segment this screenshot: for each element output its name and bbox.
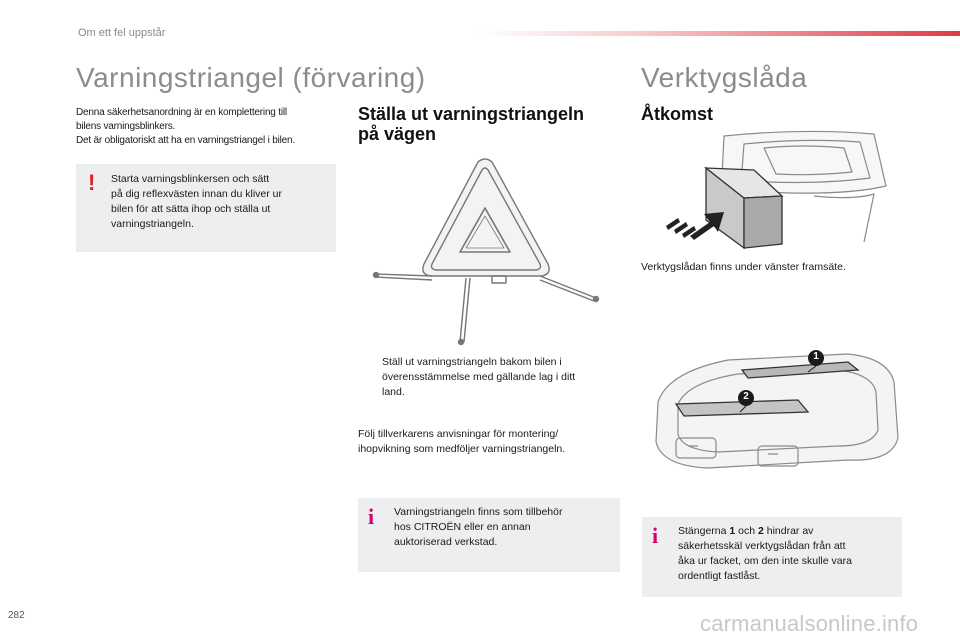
info-icon: i: [368, 504, 375, 529]
toolbox-bars-illustration: [648, 342, 904, 482]
step-line: land.: [382, 386, 405, 398]
heading-line: på vägen: [358, 124, 437, 144]
warning-line: varningstriangeln.: [111, 218, 194, 230]
step-line: Ställ ut varningstriangeln bakom bilen i: [382, 356, 562, 368]
section-title: Om ett fel uppstår: [78, 27, 166, 39]
seat-toolbox-illustration: [664, 126, 896, 258]
warning-triangle-illustration: [360, 152, 610, 348]
info-text: [394, 505, 614, 550]
warning-text: [111, 172, 331, 232]
intro-line: Denna säkerhetsanordning är en komplettering till: [76, 107, 287, 118]
info-line: ordentligt fastlåst.: [678, 570, 761, 582]
toolbox-caption: Verktygslådan finns under vänster framsäte.: [641, 261, 846, 273]
page-title: Varningstriangel (förvaring): [76, 62, 426, 93]
page-number: 282: [8, 610, 25, 621]
info-box-accessory: [358, 498, 620, 572]
info-box-bars: [642, 517, 902, 597]
watermark: carmanualsonline.info: [700, 611, 919, 636]
warning-line: bilen för att sätta ihop och ställa ut: [111, 203, 271, 215]
access-heading: Åtkomst: [641, 104, 714, 124]
info-line: Varningstriangeln finns som tillbehör: [394, 506, 563, 518]
warning-line: Starta varningsblinkersen och sätt: [111, 173, 270, 185]
intro-line: bilens varningsblinkers.: [76, 121, 176, 132]
info-text: [678, 524, 898, 584]
info-line: auktoriserad verkstad.: [394, 536, 498, 548]
section-heading-triangle: [358, 104, 584, 144]
toolbox-title: Verktygslåda: [641, 62, 808, 93]
info-line: hos CITROËN eller en annan: [394, 521, 531, 533]
warning-box: [76, 164, 336, 252]
manufacturer-note: [358, 427, 618, 457]
callout-2-label: 2: [743, 391, 749, 402]
header-accent-bar: [478, 31, 960, 36]
info-line: säkerhetsskäl verktygslådan från att: [678, 540, 846, 552]
heading-line: Ställa ut varningstriangeln: [358, 104, 585, 124]
step-line: överensstämmelse med gällande lag i ditt: [382, 371, 576, 383]
note-line: ihopvikning som medföljer varningstriangeln.: [358, 443, 566, 455]
intro-line: Det är obligatoriskt att ha en varningstriangel i bilen.: [76, 135, 295, 146]
note-line: Följ tillverkarens anvisningar för montering/: [358, 428, 559, 440]
intro-text: [76, 106, 295, 148]
warning-icon: !: [88, 170, 96, 195]
info-line: Stängerna 1 och 2 hindrar av: [678, 525, 814, 537]
info-icon: i: [652, 523, 659, 548]
callout-1-label: 1: [813, 351, 819, 362]
warning-line: på dig reflexvästen innan du kliver ur: [111, 188, 283, 200]
step-text: [382, 355, 622, 400]
info-line: åka ur facket, om den inte skulle vara: [678, 555, 852, 567]
